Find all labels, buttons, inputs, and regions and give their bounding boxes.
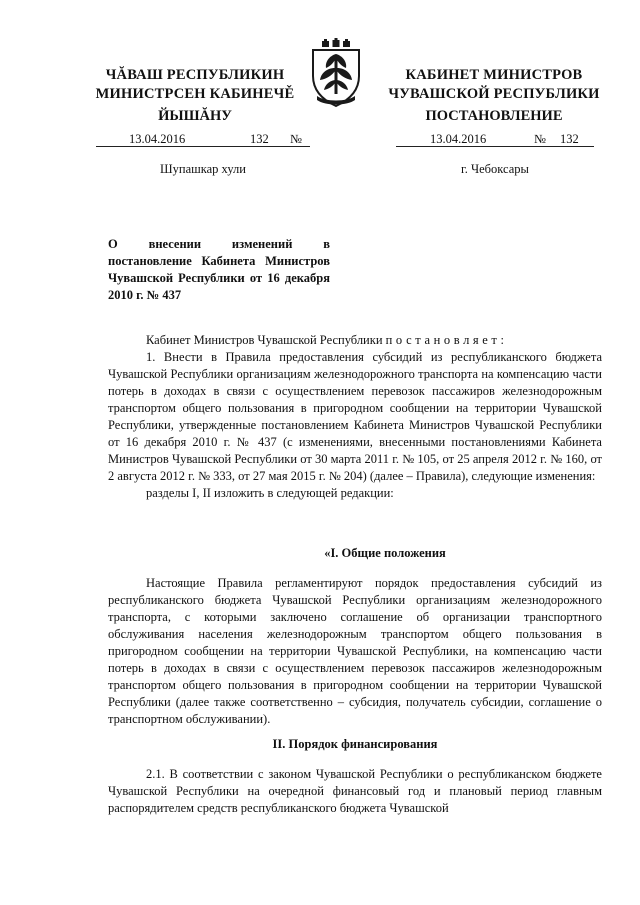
header-left-doc-type: ЙЫШĂНУ — [158, 108, 232, 124]
section-2-heading: II. Порядок финансирования — [272, 737, 438, 751]
right-date: 13.04.2016 — [430, 132, 487, 146]
paragraph-2: разделы I, II изложить в следующей редакции: — [146, 486, 394, 500]
intro-line — [108, 332, 602, 349]
right-number: 132 — [560, 132, 579, 146]
left-number-sign: № — [290, 132, 302, 146]
header-right-org — [378, 66, 610, 104]
header-right-line1: КАБИНЕТ МИНИСТРОВ — [405, 67, 583, 83]
left-date-number-line — [96, 132, 310, 147]
intro-prefix: Кабинет Министров Чувашской Республики — [146, 333, 383, 347]
left-number: 132 — [250, 132, 269, 146]
header-right-line2: ЧУВАШСКОЙ РЕСПУБЛИКИ — [388, 86, 600, 102]
header-left-line2: МИНИСТРСЕН КАБИНЕЧĚ — [95, 86, 295, 102]
section-1-heading: «I. Общие положения — [324, 546, 446, 560]
right-date-number-line — [396, 132, 594, 147]
intro-decree-word: постановляет: — [385, 333, 508, 347]
header-left-org — [60, 66, 330, 104]
document-title: О внесении изменений в постановление Кабинета Министров Чувашской Республики от 16 декабря 2010 г. № 437 — [108, 237, 330, 302]
chuvash-coat-of-arms-icon — [305, 38, 367, 110]
document-body — [108, 332, 602, 502]
header-left-line1: ЧĂВАШ РЕСПУБЛИКИН — [105, 67, 285, 83]
left-place: Шупашкар хули — [160, 162, 246, 176]
paragraph-1: 1. Внести в Правила предоставления субсидий из республиканского бюджета Чувашской Республики организациям железнодорожного транспорта на компенсацию части потерь в доходах в связи с осуществлением перевозок пассажиров железнодорожным транспортом общего пользования в пригородном сообщении на территории Чувашской Республики, утвержденные постановлением Кабинета Министров Чувашской Республики от 16 декабря 2010 г. № 437 (с изменениями, внесенными постановлениями Кабинета Министров Чувашской Республики от 30 марта 2011 г. № 105, от 25 апреля 2012 г. № 160, от 2 августа 2012 г. № 333, от 27 мая 2015 г. № 204) (далее – Правила), следующие изменения: — [108, 350, 602, 483]
header-right-doc-type: ПОСТАНОВЛЕНИЕ — [425, 108, 563, 124]
paragraph-3: Настоящие Правила регламентируют порядок предоставления субсидий из республиканского бюджета Чувашской Республики организациям железнодорожного транспорта, с которыми заключено соглашение об организации транспортного обслуживания населения железнодорожным транспортом общего пользования в пригородном сообщении на территории Чувашской Республики, на компенсацию части потерь в доходах в связи с осуществлением перевозок пассажиров железнодорожным транспортом общего пользования в пригородном сообщении на территории Чувашской Республики (далее также соответственно – субсидия, получатель субсидии, соглашение о транспортном обслуживании). — [108, 576, 602, 726]
right-place: г. Чебоксары — [461, 162, 529, 176]
right-number-sign: № — [534, 132, 546, 146]
section-1-body — [108, 575, 602, 728]
paragraph-4: 2.1. В соответствии с законом Чувашской Республики о республиканском бюджете Чувашской Республики на очередной финансовый год и плановый период главным распорядителем средств республиканского бюджета Чувашской — [108, 767, 602, 815]
left-date: 13.04.2016 — [129, 132, 186, 146]
section-2-body — [108, 766, 602, 817]
